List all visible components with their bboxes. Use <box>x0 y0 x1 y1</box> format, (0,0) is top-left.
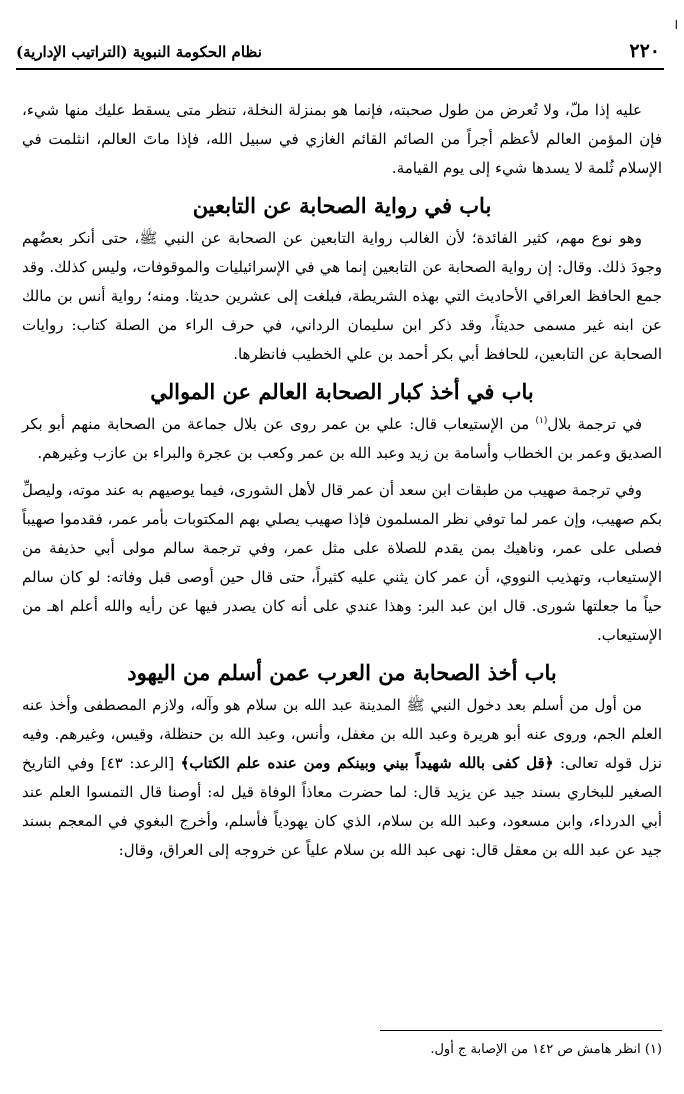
page-header <box>16 40 664 70</box>
header-rule <box>16 68 664 70</box>
section-heading: باب أخذ الصحابة من العرب عمن أسلم من اليهود <box>127 659 557 685</box>
corner-mark: ا <box>674 18 678 32</box>
paragraph-text: [الرعد: ٤٣] وفي التاريخ الصغير للبخاري بسند جيد عن يزيد قال: لما حضرت معاذاً الوفاة قيل له: أوصنا قال التمسوا العلم عند أبي الدرداء، وابن مسعود، وعبد الله بن سلام، الذي كان يهودياً فأسلم، وأخرج البغوي في المعجم بسند جيد عن عبد الله بن معقل قال: نهى عبد الله بن سلام علياً عن خروجه إلى العراق، وقال: <box>22 754 662 859</box>
paragraph-text: من أول من أسلم بعد دخول النبي ﷺ المدينة عبد الله بن سلام هو وآله، ولازم المصطفى وأخذ عنه العلم الجم، وروى عنه أبو هريرة وعبد الله بن مغفل، وأنس، وعبد الله بن حنظلة، وقيس، وغيرهم. وفيه نزل قوله تعالى: <box>22 696 662 773</box>
running-title: نظام الحكومة النبوية (التراتيب الإدارية) <box>16 43 262 61</box>
paragraph <box>22 410 662 468</box>
paragraph-text: من الإستيعاب قال: علي بن عمر روى عن بلال جماعة من الصحابة منهم أبو بكر الصديق وعمر بن الخطاب وأسامة بن زيد وعبد الله بن عمر وكعب بن عجرة والبراء بن عازب وغيرهم. <box>22 415 662 463</box>
footnote-separator <box>380 1030 662 1031</box>
footnote-reference[interactable]: (١) <box>535 416 548 427</box>
section-heading: باب في أخذ كبار الصحابة العالم عن الموالي <box>150 378 534 404</box>
paragraph-text: في ترجمة بلال <box>547 415 642 434</box>
paragraph: وفي ترجمة صهيب من طبقات ابن سعد أن عمر قال لأهل الشورى، فيما يوصيهم به عند موته، وليصلِّ بكم صهيب، وإن عمر لما توفي نظر المسلمون فإذا صهيب يصلي بهم المكتوبات بأمر عمر، فقدموا صهيباً فصلى على عمر، وناهيك بمن يقدم للصلاة على مثل عمر، وفي ترجمة سالم مولى أبي حذيفة من الإستيعاب، وتهذيب النووي، أن عمر كان يثني عليه كثيراً، حتى قال حين أوصى قبل وفاته: لو كان سالم حياً ما جعلتها شورى. قال ابن عبد البر: وهذا عندي على أنه كان يصدر فيها عن رأيه والله أعلم اهـ من الإستيعاب. <box>22 481 662 644</box>
quran-verse: ﴿قل كفى بالله شهيداً بيني وبينكم ومن عنده علم الكتاب﴾ <box>180 754 554 773</box>
paragraph <box>22 691 662 865</box>
page-number: ٢٢٠ <box>629 40 660 62</box>
page-body <box>22 96 662 873</box>
paragraph: عليه إذا ملّ، ولا تُعرض من طول صحبته، فإنما هو بمنزلة النخلة، تنظر متى يسقط عليك منها شيء، فإن المؤمن العالم لأعظم أجراً من الصائم القائم الغازي في سبيل الله، فإذا ماتَ العالم، انثلمت في الإسلام ثُلمة لا يسدها شيء إلى يوم القيامة. <box>22 101 662 177</box>
section-heading: باب في رواية الصحابة عن التابعين <box>192 192 492 218</box>
paragraph: وهو نوع مهم، كثير الفائدة؛ لأن الغالب رواية التابعين عن الصحابة عن النبي ﷺ، حتى أنكر بعضُهم وجودَ ذلك. وقال: إن رواية الصحابة عن التابعين إنما هي في الإسرائيليات والموقوفات، وليس كذلك. وقد جمع الحافظ العراقي الأحاديث التي بهذه الشريطة، فبلغت إلى عشرين حديثا. ومنه؛ رواية أنس بن مالك عن ابنه غير مسمى حديثاً، وقد ذكر ابن سليمان الرداني، في حرف الراء من الصلة كتاب: روايات الصحابة عن التابعين، للحافظ أبي بكر أحمد بن علي الخطيب فانظرها. <box>22 229 662 363</box>
footnote: (١) انظر هامش ص ١٤٢ من الإصابة ج أول. <box>430 1042 662 1057</box>
